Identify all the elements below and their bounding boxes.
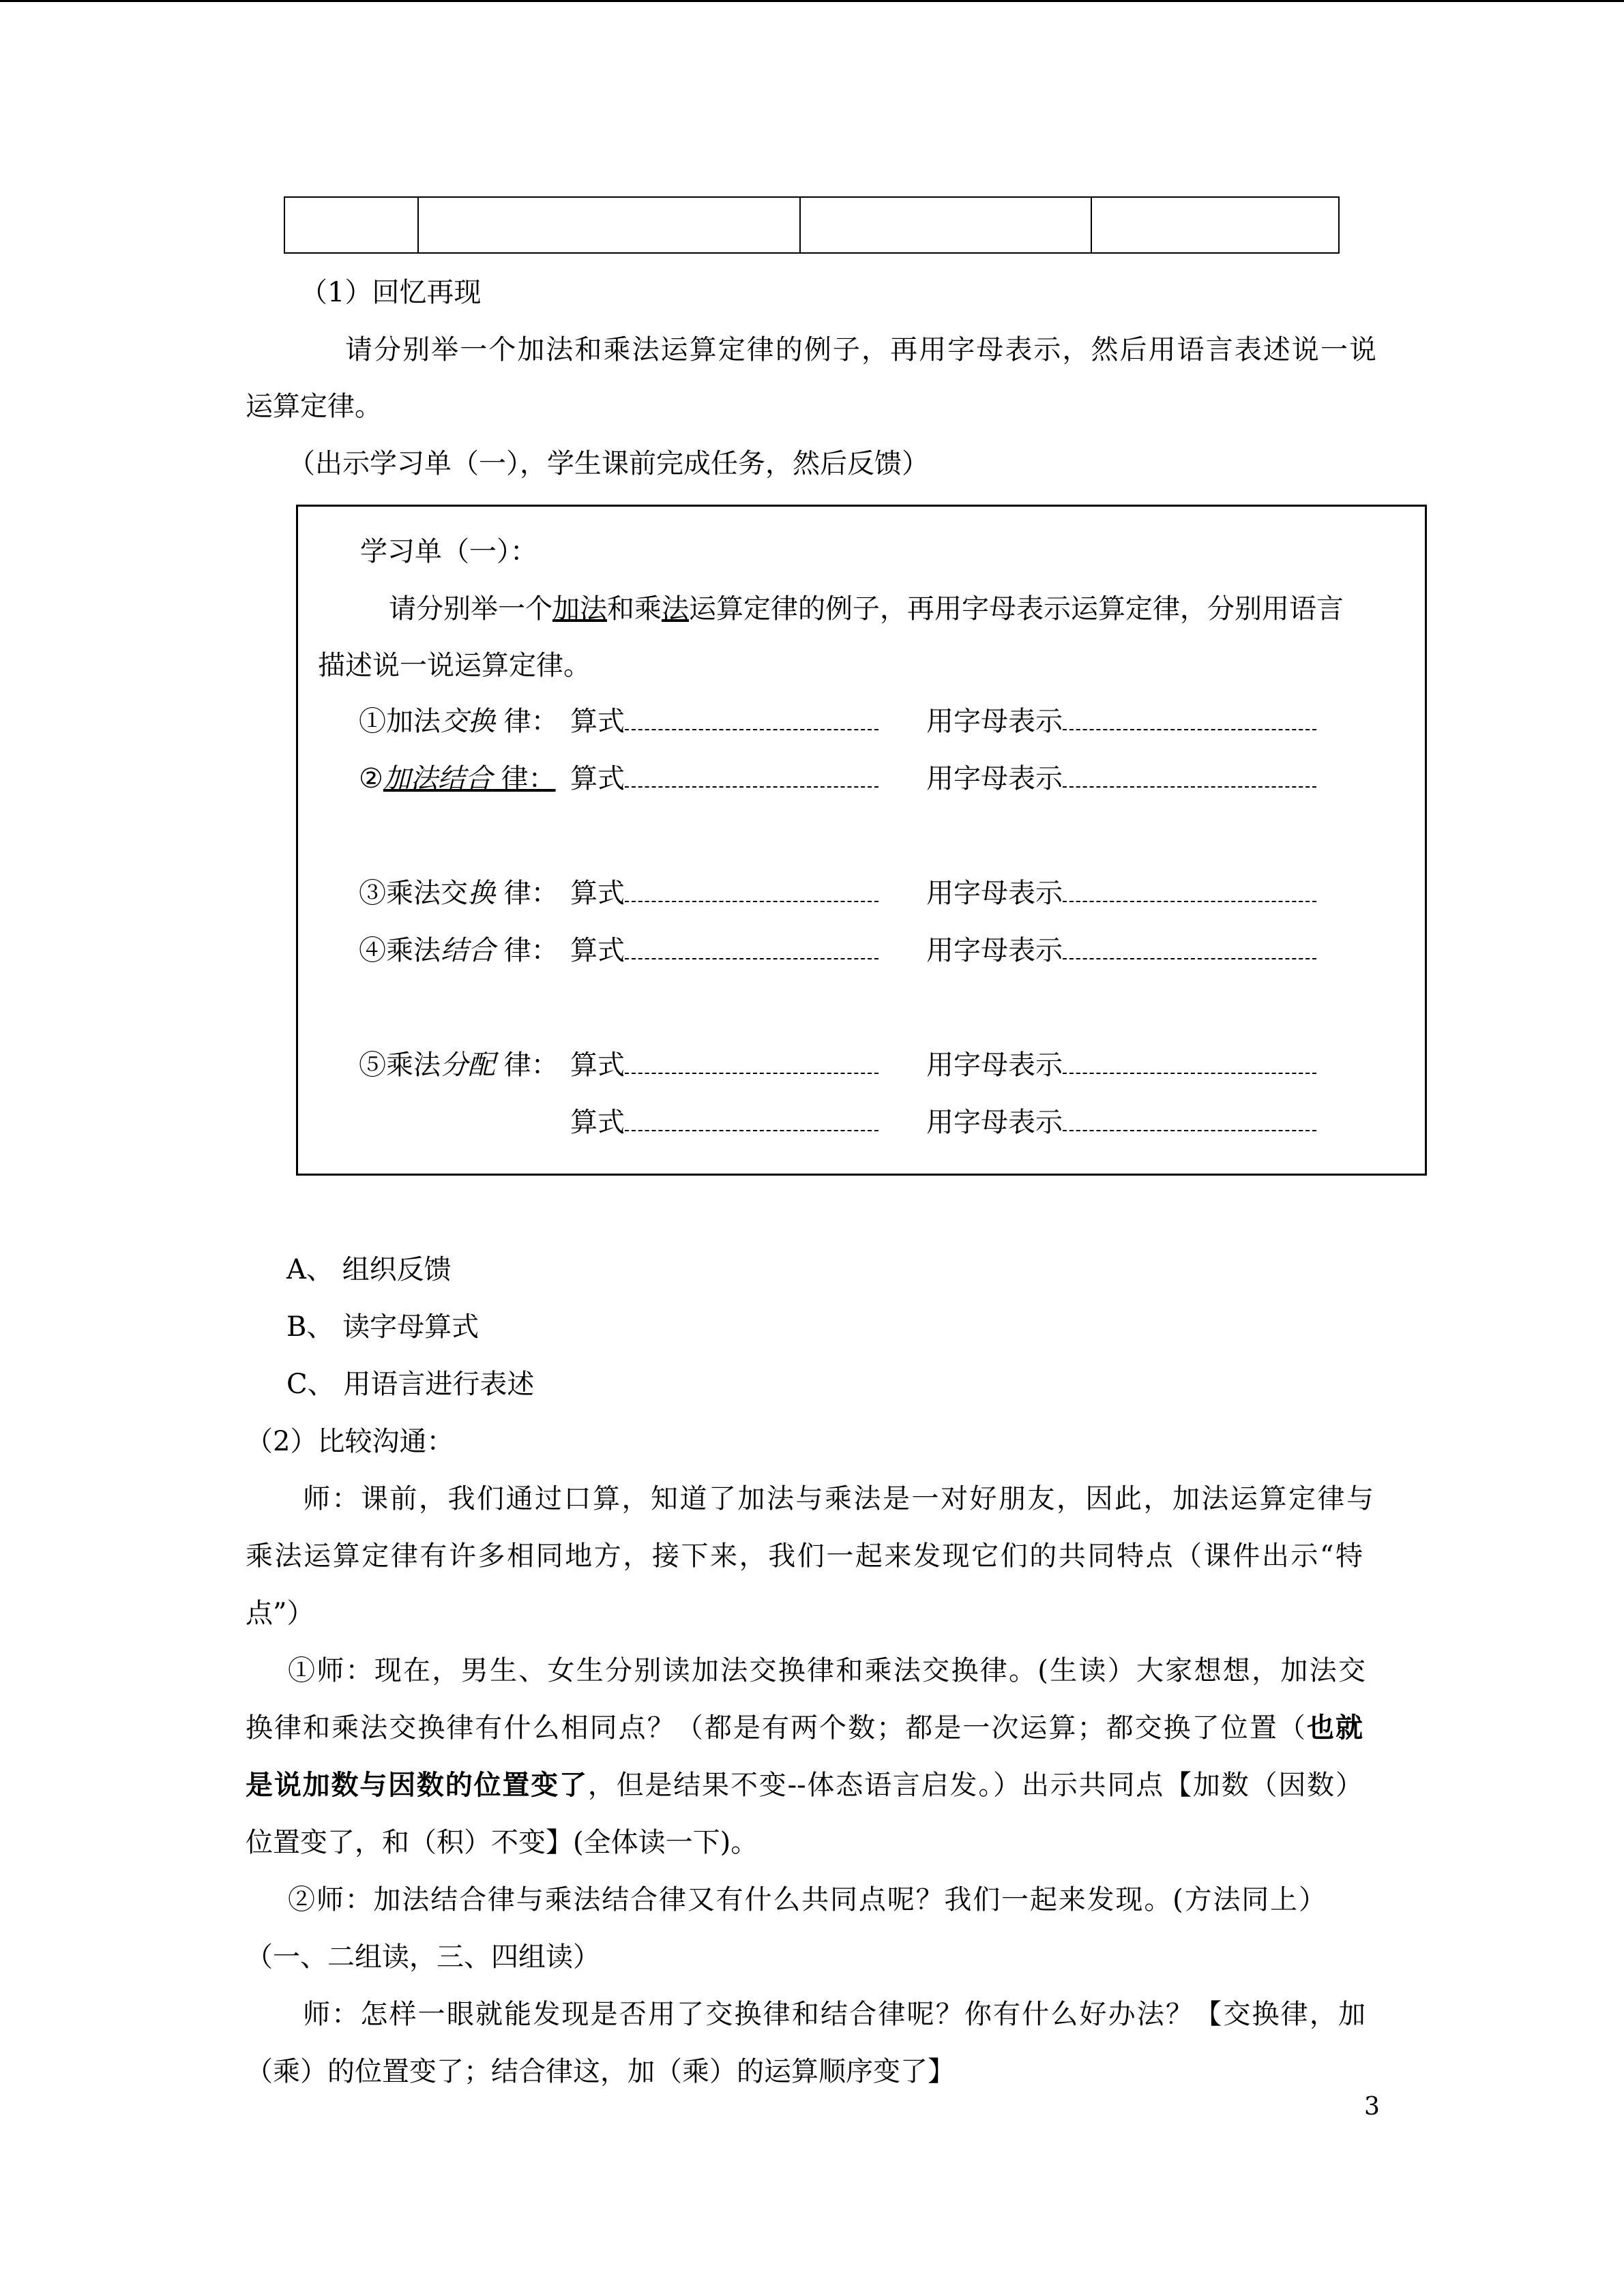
paragraph-line: 师：课前，我们通过口算，知道了加法与乘法是一对好朋友，因此，加法运算定律与	[303, 1483, 1374, 1515]
list-item: B、 读字母算式	[286, 1311, 479, 1343]
note-worksheet: （出示学习单（一），学生课前完成任务，然后反馈）	[288, 448, 929, 479]
table-cell	[419, 198, 801, 252]
formula-label: 算式	[570, 935, 625, 966]
heading-compare: （2）比较沟通：	[246, 1426, 454, 1457]
worksheet-instruction: 描述说一说运算定律。	[318, 650, 591, 681]
formula-label: 算式	[570, 878, 625, 909]
paragraph-line: 师：怎样一眼就能发现是否用了交换律和结合律呢？你有什么好办法？【交换律，加	[303, 1999, 1365, 2030]
paragraph-line: 位置变了，和（积）不变】(全体读一下)。	[246, 1827, 758, 1858]
paragraph-line: 换律和乘法交换律有什么相同点？（都是有两个数；都是一次运算；都交换了位置（也就	[246, 1712, 1363, 1744]
top-rule	[0, 0, 1624, 2]
worksheet-instruction: 请分别举一个加法和乘法运算定律的例子，再用字母表示运算定律，分别用语言	[389, 593, 1344, 625]
letter-label: 用字母表示	[926, 1049, 1063, 1081]
paragraph-line: 请分别举一个加法和乘法运算定律的例子，再用字母表示，然后用语言表述说一说	[345, 334, 1376, 366]
formula-label: 算式	[570, 1049, 625, 1081]
list-item: A、 组织反馈	[286, 1254, 452, 1285]
formula-blank[interactable]	[625, 957, 879, 959]
letter-label: 用字母表示	[926, 878, 1063, 909]
heading-recall: （1）回忆再现	[300, 277, 482, 308]
worksheet-row: ①加法交换 律： 算式 用字母表示	[359, 708, 1316, 735]
formula-blank[interactable]	[625, 728, 879, 730]
formula-blank[interactable]	[625, 786, 879, 788]
paragraph-line: （一、二组读，三、四组读）	[246, 1941, 600, 1973]
worksheet-row: ④乘法结合 律： 算式 用字母表示	[359, 937, 1316, 964]
list-item: C、 用语言进行表述	[286, 1369, 535, 1400]
formula-blank[interactable]	[625, 900, 879, 902]
letter-blank[interactable]	[1063, 1072, 1316, 1074]
formula-blank[interactable]	[625, 1072, 879, 1074]
paragraph-line: ①师：现在，男生、女生分别读加法交换律和乘法交换律。(生读）大家想想，加法交	[288, 1655, 1365, 1686]
letter-blank[interactable]	[1063, 728, 1316, 730]
table-cell	[1092, 198, 1338, 252]
letter-label: 用字母表示	[926, 706, 1063, 737]
letter-label: 用字母表示	[926, 763, 1063, 794]
table-cell	[801, 198, 1092, 252]
worksheet-row: ③乘法交换 律： 算式 用字母表示	[359, 880, 1316, 907]
table-stub	[284, 196, 1340, 254]
formula-blank[interactable]	[625, 1129, 879, 1131]
formula-label: 算式	[570, 1107, 625, 1138]
paragraph-line: ②师：加法结合律与乘法结合律又有什么共同点呢？我们一起来发现。(方法同上）	[288, 1884, 1326, 1915]
paragraph-line: 乘法运算定律有许多相同地方，接下来，我们一起来发现它们的共同特点（课件出示“特	[246, 1540, 1363, 1572]
letter-blank[interactable]	[1063, 900, 1316, 902]
letter-blank[interactable]	[1063, 957, 1316, 959]
worksheet-title: 学习单（一）：	[360, 536, 537, 567]
letter-blank[interactable]	[1063, 1129, 1316, 1131]
letter-label: 用字母表示	[926, 1107, 1063, 1138]
paragraph-line: （乘）的位置变了；结合律这，加（乘）的运算顺序变了】	[246, 2056, 955, 2087]
table-cell	[285, 198, 419, 252]
paragraph-line: 是说加数与因数的位置变了，但是结果不变--体态语言启发。）出示共同点【加数（因数）	[246, 1769, 1363, 1801]
page-number: 3	[1364, 2093, 1380, 2121]
paragraph-line: 运算定律。	[246, 391, 382, 422]
worksheet-row	[359, 1109, 1316, 1136]
letter-label: 用字母表示	[926, 935, 1063, 966]
formula-label: 算式	[570, 706, 625, 737]
letter-blank[interactable]	[1063, 786, 1316, 788]
worksheet-row: ⑤乘法分配 律： 算式 用字母表示	[359, 1052, 1316, 1079]
worksheet-row: ②加法结合 律： 算式 用字母表示	[359, 765, 1316, 792]
formula-label: 算式	[570, 763, 625, 794]
paragraph-line: 点”）	[246, 1598, 314, 1629]
